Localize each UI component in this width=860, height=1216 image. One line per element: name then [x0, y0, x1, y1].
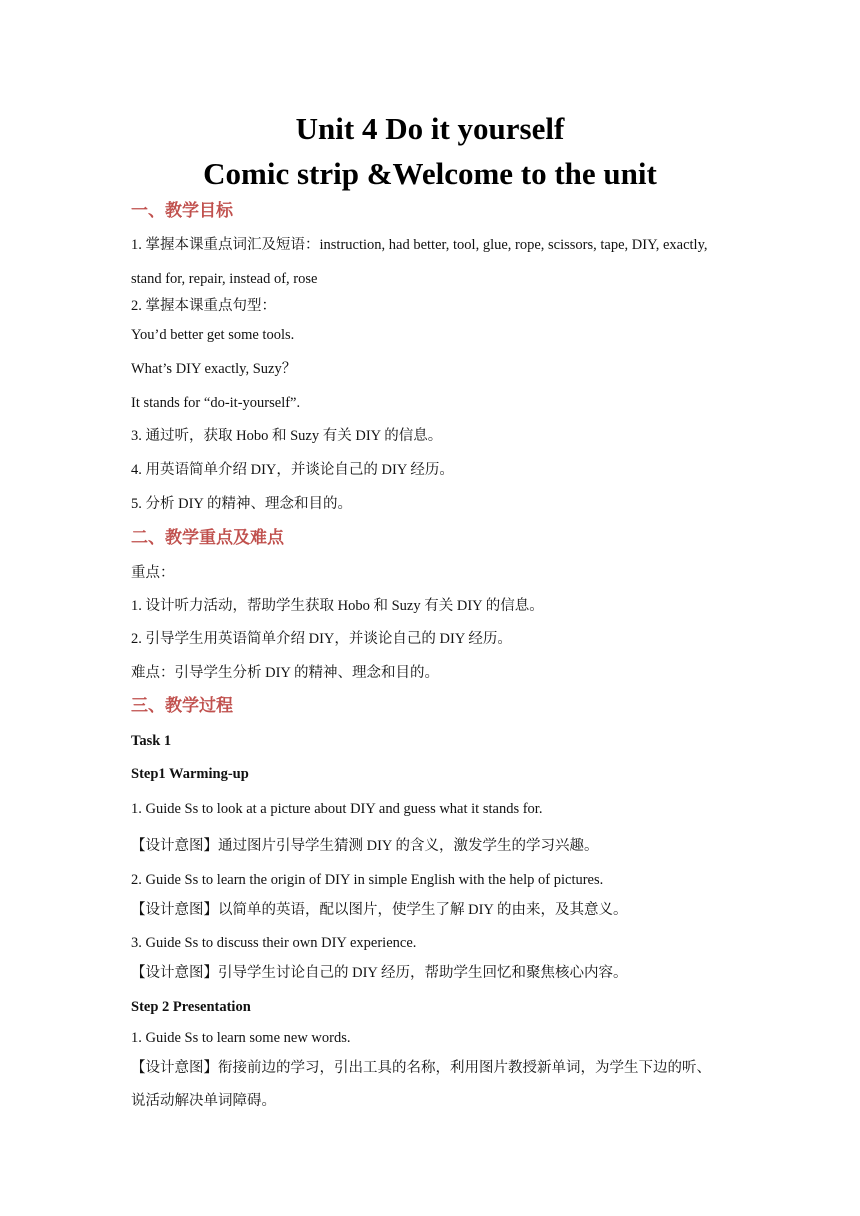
text-line: 难点：引导学生分析 DIY 的精神、理念和目的。	[131, 665, 439, 681]
text-line: 2. Guide Ss to learn the origin of DIY in simple English with the help of pictures.	[131, 872, 604, 888]
document-subtitle: Comic strip &Welcome to the unit	[203, 156, 657, 191]
text-line: 重点：	[131, 565, 175, 581]
design-intent-line: 【设计意图】以简单的英语，配以图片，使学生了解 DIY 的由来，及其意义。	[131, 902, 628, 918]
task-label: Task 1	[131, 733, 172, 749]
text-line: 4. 用英语简单介绍 DIY，并谈论自己的 DIY 经历。	[131, 462, 454, 478]
text-line: You’d better get some tools.	[131, 327, 295, 343]
text-line: 1. 掌握本课重点词汇及短语：instruction, had better, tool, glue, rope, scissors, tape, DIY, exactly,	[131, 237, 708, 253]
text-line: stand for, repair, instead of, rose	[131, 271, 318, 287]
design-intent-line: 【设计意图】引导学生讨论自己的 DIY 经历，帮助学生回忆和聚焦核心内容。	[131, 965, 628, 981]
text-line: 2. 掌握本课重点句型：	[131, 298, 276, 314]
text-line: 2. 引导学生用英语简单介绍 DIY，并谈论自己的 DIY 经历。	[131, 631, 512, 647]
text-line: What’s DIY exactly, Suzy？	[131, 361, 297, 377]
text-line: 3. 通过听，获取 Hobo 和 Suzy 有关 DIY 的信息。	[131, 428, 443, 444]
section-heading-objectives: 一、教学目标	[131, 201, 233, 221]
step-label: Step1 Warming-up	[131, 766, 249, 782]
text-line: 1. 设计听力活动，帮助学生获取 Hobo 和 Suzy 有关 DIY 的信息。	[131, 598, 544, 614]
text-line: 3. Guide Ss to discuss their own DIY experience.	[131, 935, 417, 951]
section-heading-process: 三、教学过程	[131, 696, 233, 716]
text-line: 5. 分析 DIY 的精神、理念和目的。	[131, 496, 352, 512]
design-intent-line: 【设计意图】衔接前边的学习，引出工具的名称，利用图片教授新单词，为学生下边的听、	[131, 1060, 711, 1076]
step-label: Step 2 Presentation	[131, 999, 251, 1015]
text-line: 1. Guide Ss to look at a picture about DIY and guess what it stands for.	[131, 801, 543, 817]
text-line: 1. Guide Ss to learn some new words.	[131, 1030, 351, 1046]
design-intent-line: 【设计意图】通过图片引导学生猜测 DIY 的含义，激发学生的学习兴趣。	[131, 838, 599, 854]
text-line: It stands for “do-it-yourself”.	[131, 395, 301, 411]
document-title: Unit 4 Do it yourself	[295, 111, 565, 146]
section-heading-key-points: 二、教学重点及难点	[131, 528, 284, 548]
text-line: 说活动解决单词障碍。	[131, 1093, 276, 1109]
